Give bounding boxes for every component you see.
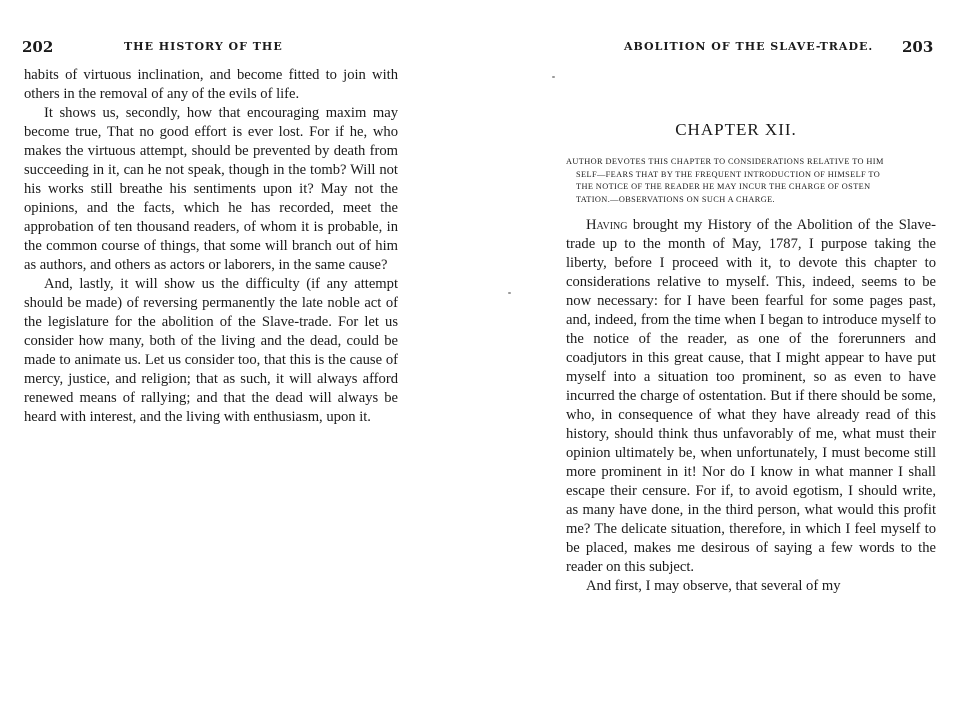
left-page-body bbox=[24, 66, 398, 427]
right-paragraph-1-text: brought my History of the Abolition of the Slave-trade up to the month of May, 1787, I purpose taking the liberty, before I proceed with it, to devote this chapter to considerations relative to myself. This, indeed, seems to be now necessary: for I have been fearful for some pages past, and, indeed, from the time when I began to introduce myself to the notice of the reader, as one of the forerunners and coadjutors in this great cause, that I might appear to have put myself into a situation too prominent, so as even to have incurred the charge of ostentation. But if there should be some, who, in consequence of what they have already read of this history, should think thus unfavorably of me, what must their opinion ultimately be, when unfortunately, I must become still more prominent in it! Nor do I know in what manner I shall escape their censure. For if, to avoid egotism, I should write, as many have done, in the third person, what would this profit me? The delicate situation, therefore, in which I feel myself to be placed, makes me desirous of saying a few words to the reader on this subject. bbox=[566, 217, 936, 575]
synopsis-line: SELF—FEARS THAT BY THE FREQUENT INTRODUCTION OF HIMSELF TO bbox=[576, 169, 881, 179]
right-page-body bbox=[566, 216, 936, 596]
left-page-number: 202 bbox=[22, 38, 54, 56]
left-paragraph-1: habits of virtuous inclination, and become fitted to join with others in the removal of any of the evils of life. bbox=[24, 67, 398, 102]
scan-speck bbox=[552, 76, 555, 78]
right-paragraph-2: And first, I may observe, that several of my bbox=[586, 578, 841, 594]
synopsis-line: TATION.—OBSERVATIONS ON SUCH A CHARGE. bbox=[576, 194, 776, 204]
synopsis-line: THE NOTICE OF THE READER HE MAY INCUR THE CHARGE OF OSTEN bbox=[576, 182, 871, 191]
chapter-title: CHAPTER XII. bbox=[675, 120, 797, 139]
left-paragraph-2: It shows us, secondly, how that encouraging maxim may become true, That no good effort is ever lost. For if he, who makes the virtuous attempt, should be prevented by death from succeeding in it, can he not speak, though in the tomb? Will not his works still breathe his sentiments upon it? May not the opinions, and the facts, which he has recorded, meet the approbation of ten thousand readers, of whom it is probable, in the common course of things, that some will branch out of him as authors, and others as actors or laborers, in the same cause? bbox=[24, 105, 398, 273]
right-running-head: ABOLITION OF THE SLAVE-TRADE. bbox=[624, 40, 874, 53]
synopsis-line: AUTHOR DEVOTES THIS CHAPTER TO CONSIDERATIONS RELATIVE TO HIM bbox=[566, 157, 884, 166]
chapter-synopsis bbox=[566, 156, 932, 206]
right-page bbox=[490, 0, 980, 707]
left-running-head: THE HISTORY OF THE bbox=[124, 40, 283, 53]
left-paragraph-3: And, lastly, it will show us the difficulty (if any attempt should be made) of reversing permanently the late noble act of the legislature for the abolition of the Slave-trade. For let us consider how many, both of the living and the dead, could be made to animate us. Let us consider too, that this is the cause of mercy, justice, and religion; that as such, it will always afford renewed means of rallying; and that the dead will always be heard with interest, and the living with enthusiasm, upon it. bbox=[24, 276, 398, 425]
opening-word: Having bbox=[586, 217, 628, 233]
right-page-number: 203 bbox=[902, 38, 934, 56]
right-paragraph-1 bbox=[566, 216, 936, 577]
